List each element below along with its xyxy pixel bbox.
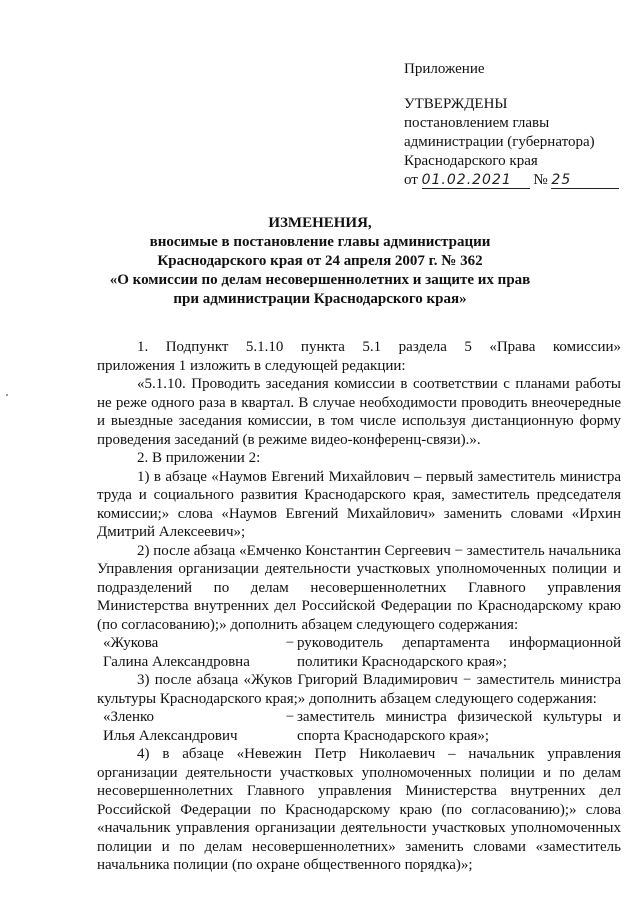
inserted-entry-2 [103,708,621,745]
title-line-3: Краснодарского края от 24 апреля 2007 г. № 362 [157,253,483,269]
entry-1-position: руководитель департамента информационной политики Краснодарского края»; [297,635,621,670]
approved-line-3: Краснодарского края [404,153,538,169]
paragraph-6: 3) после абзаца «Жуков Григорий Владимирович − заместитель министра культуры Краснодарского края;» дополнить абзацем следующего содержания: [97,672,621,707]
entry-2-surname: «Зленко [103,709,155,725]
entry-1-given-names: Галина Александровна [103,653,250,670]
document-body [97,338,621,875]
approved-line-2: администрации (губернатора) [404,134,595,150]
paragraph-7: 4) в абзаце «Невежин Петр Николаевич – начальник управления организации деятельности участковых уполномоченных полиции и по делам несовершеннолетних Главного управления Министерства внутренних дел Российской Федерации по Краснодарскому краю (по согласованию);» слова «начальник управления организации деятельности участковых уполномоченных полиции и по делам несовершеннолетних» заменить словами «заместитель начальника полиции (по охране общественного порядка)»; [97,746,621,873]
handwritten-number: 25 [551,173,619,189]
entry-1-surname: «Жукова [103,635,159,651]
paragraph-1-line-1: 1. Подпункт 5.1.10 пункта 5.1 раздела 5 «Права комиссии» [137,339,621,355]
paragraph-1-line-2: приложения 1 изложить в следующей редакции: [97,357,406,374]
entry-2-dash: − [285,709,295,725]
title-line-5: при администрации Краснодарского края» [173,291,467,307]
number-prefix: № [533,172,548,188]
handwritten-date: 01.02.2021 [422,173,530,189]
paragraph-5: 2) после абзаца «Емченко Константин Сергеевич − заместитель начальника Управления организации деятельности участковых уполномоченных полиции и подразделений по делам несовершеннолетних Главного управления Министерства внутренних дел Российской Федерации по Краснодарскому краю (по согласованию);» дополнить абзацем следующего содержания: [97,542,621,633]
entry-2-position: заместитель министра физической культуры и спорта Краснодарского края»; [297,709,621,744]
approval-block [404,60,624,190]
title-line-2: вносимые в постановление главы администрации [149,234,491,250]
paragraph-3: 2. В приложении 2: [137,450,261,466]
approved-heading: УТВЕРЖДЕНЫ [404,96,508,112]
entry-2-given-names: Илья Александрович [103,727,238,744]
inserted-entry-1 [103,634,621,671]
title-line-4: «О комиссии по делам несовершеннолетних и защите их прав [109,272,531,288]
title-line-1: ИЗМЕНЕНИЯ, [268,215,372,231]
appendix-label: Приложение [404,61,485,77]
approval-date-line [404,171,624,190]
paragraph-2: «5.1.10. Проводить заседания комиссии в соответствии с планами работы не реже одного раза в квартал. В случае необходимости проводить внеочередные и выездные заседания комиссии, в том числе используя дистанционную форму проведения заседаний (в режиме видео-конференц-связи).». [97,376,621,448]
paragraph-4: 1) в абзаце «Наумов Евгений Михайлович – первый заместитель министра труда и социального развития Краснодарского края, заместитель председателя комиссии;» слова «Наумов Евгений Михайлович» заменить словами «Ирхин Дмитрий Алексеевич»; [97,468,621,540]
approved-line-1: постановлением главы [404,115,550,131]
entry-1-dash: − [285,635,295,651]
margin-mark [6,394,8,396]
document-title [100,214,540,309]
date-prefix: от [404,172,418,188]
